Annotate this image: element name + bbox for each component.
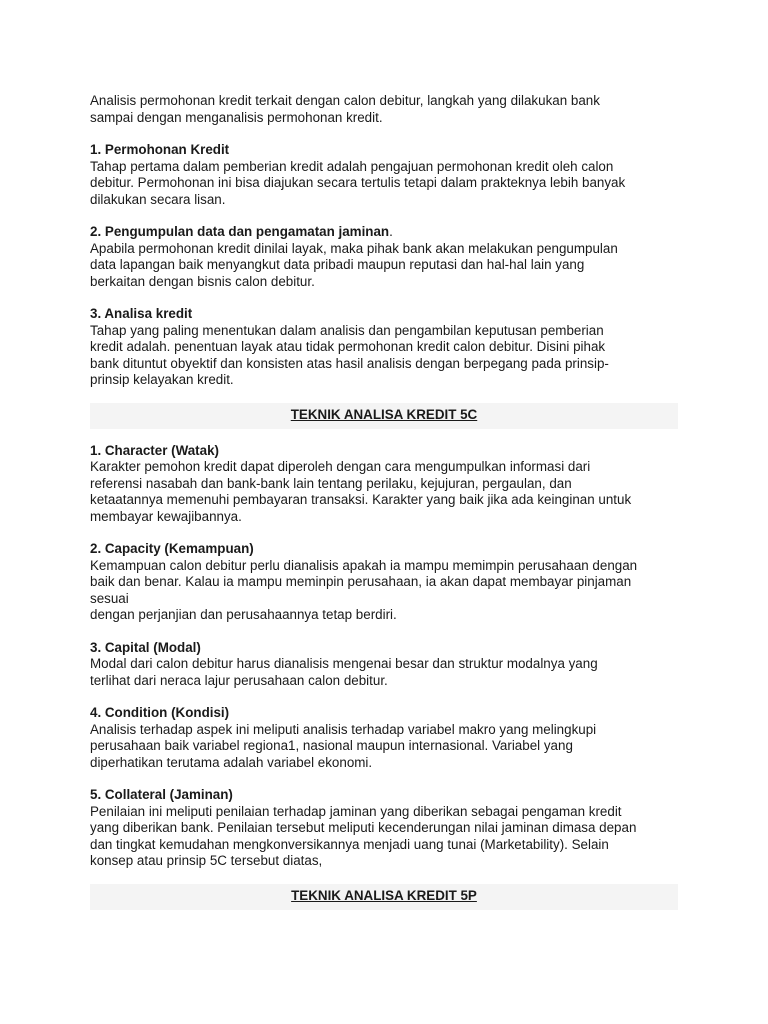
step-analisa-kredit bbox=[90, 306, 680, 389]
banner-title: TEKNIK ANALISA KREDIT 5P bbox=[291, 888, 477, 904]
item-collateral bbox=[90, 787, 680, 870]
item-title: 1. Character (Watak) bbox=[90, 442, 219, 458]
item-body: Karakter pemohon kredit dapat diperoleh dengan cara mengumpulkan informasi dari referensi nasabah dan bank-bank lain tentang perilaku, kejujuran, pergaulan, dan ketaatannya memenuhi pembayaran transaksi. Karakter yang baik jika ada keinginan untuk membayar kewajibannya. bbox=[90, 459, 632, 524]
step-pengumpulan-data bbox=[90, 224, 680, 290]
item-body: Modal dari calon debitur harus dianalisis mengenai besar dan struktur modalnya yang terlihat dari neraca lajur perusahaan calon debitur. bbox=[90, 656, 598, 688]
banner-teknik-5p bbox=[90, 884, 678, 910]
item-title: 5. Collateral (Jaminan) bbox=[90, 787, 233, 802]
intro-paragraph: Analisis permohonan kredit terkait dengan calon debitur, langkah yang dilakukan bank sampai dengan menganalisis permohonan kredit. bbox=[90, 93, 600, 125]
banner-teknik-5c bbox=[90, 403, 678, 429]
step-title bbox=[90, 224, 680, 241]
banner-title: TEKNIK ANALISA KREDIT 5C bbox=[290, 407, 478, 423]
item-capital bbox=[90, 640, 680, 690]
step-title: 3. Analisa kredit bbox=[90, 306, 193, 321]
step-title: 1. Permohonan Kredit bbox=[90, 142, 230, 157]
step-body: Tahap yang paling menentukan dalam analisis dan pengambilan keputusan pemberian kredit adalah. penentuan layak atau tidak permohonan kredit calon debitur. Disini pihak bank dituntut obyektif dan konsisten atas hasil analisis dengan berpegang pada prinsip- prinsip kelayakan kredit. bbox=[90, 322, 609, 387]
item-condition bbox=[90, 705, 680, 771]
item-capacity bbox=[90, 541, 680, 624]
document-page bbox=[90, 93, 680, 910]
item-body: Kemampuan calon debitur perlu dianalisis apakah ia mampu memimpin perusahaan dengan baik dan benar. Kalau ia mampu meminpin perusahaan, ia akan dapat membayar pinjaman sesuai dengan perjanjian dan perusahaannya tetap berdiri. bbox=[90, 557, 638, 622]
item-title: 4. Condition (Kondisi) bbox=[90, 705, 230, 720]
item-character bbox=[90, 443, 680, 526]
step-permohonan-kredit bbox=[90, 142, 680, 208]
step-body: Apabila permohonan kredit dinilai layak, maka pihak bank akan melakukan pengumpulan data lapangan baik menyangkut data pribadi maupun reputasi dan hal-hal lain yang berkaitan dengan bisnis calon debitur. bbox=[90, 240, 618, 289]
item-body: Analisis terhadap aspek ini meliputi analisis terhadap variabel makro yang melingkupi perusahaan baik variabel regiona1, nasional maupun internasional. Variabel yang diperhatikan terutama adalah variabel ekonomi. bbox=[90, 721, 597, 770]
item-title: 3. Capital (Modal) bbox=[90, 639, 201, 655]
item-title: 2. Capacity (Kemampuan) bbox=[90, 541, 254, 556]
step-title-suffix: . bbox=[389, 224, 393, 239]
step-body: Tahap pertama dalam pemberian kredit adalah pengajuan permohonan kredit oleh calon debitur. Permohonan ini bisa diajukan secara tertulis tetapi dalam prakteknya lebih banyak dilakukan secara lisan. bbox=[90, 158, 626, 207]
step-title-text: 2. Pengumpulan data dan pengamatan jaminan bbox=[90, 224, 390, 239]
item-body: Penilaian ini meliputi penilaian terhadap jaminan yang diberikan sebagai pengaman kredit yang diberikan bank. Penilaian tersebut meliputi kecenderungan nilai jaminan dimasa depan dan tingkat kemudahan mengkonversikannya menjadi uang tunai (Marketability). Selain konsep atau prinsip 5C tersebut diatas, bbox=[90, 803, 637, 868]
